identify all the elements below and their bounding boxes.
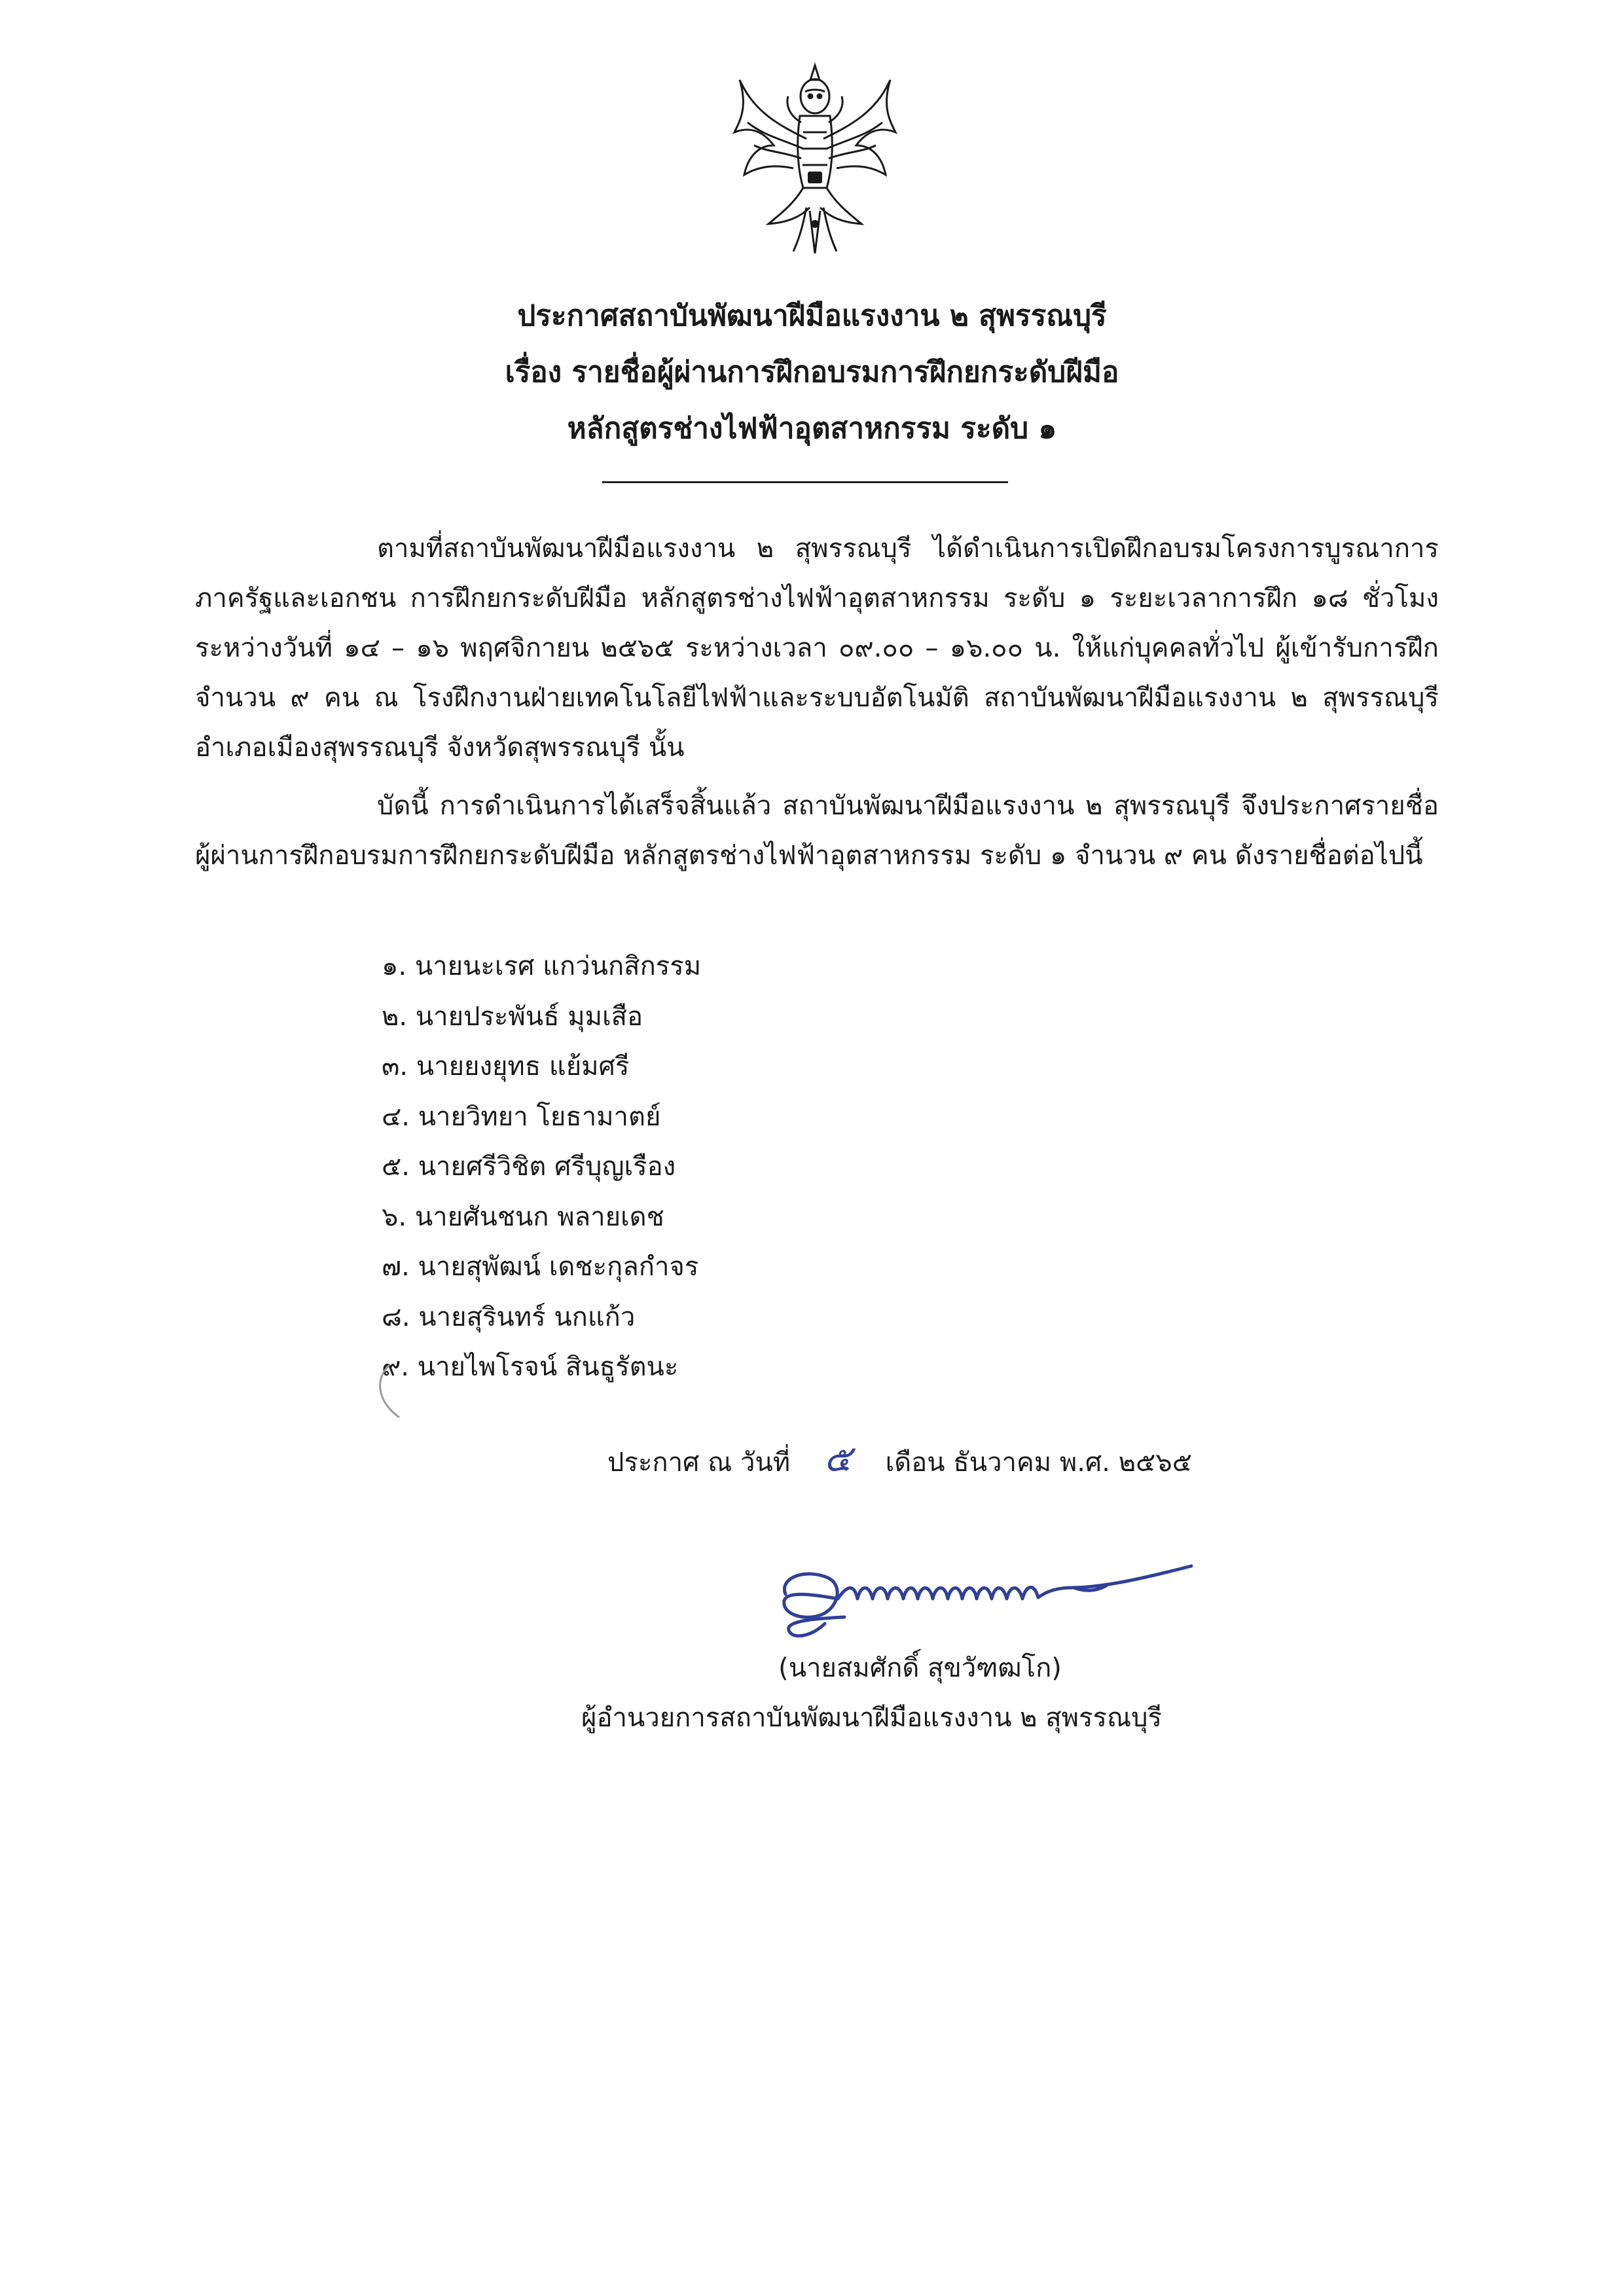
list-item: ๙. นายไพโรจน์ สินธูรัตนะ xyxy=(382,1352,679,1382)
announcement-date xyxy=(607,1438,1192,1487)
list-item: ๘. นายสุรินทร์ นกแก้ว xyxy=(382,1302,636,1332)
list-item: ๗. นายสุพัฒน์ เดชะกุลกำจร xyxy=(382,1252,699,1282)
paragraph-announcement: ตามที่สถาบันพัฒนาฝีมือแรงงาน ๒ สุพรรณบุรี ได้ดำเนินการเปิดฝึกอบรมโครงการบูรณาการภาครัฐและเอกชน การฝึกยกระดับฝีมือ หลักสูตรช่างไฟฟ้าอุตสาหกรรม ระดับ ๑ ระยะเวลาการฝึก ๑๘ ชั่วโมง ระหว่างวันที่ ๑๔ – ๑๖ พฤศจิกายน ๒๕๖๕ ระหว่างเวลา ๐๙.๐๐ – ๑๖.๐๐ น. ให้แก่บุคคลทั่วไป ผู้เข้ารับการฝึก จำนวน ๙ คน ณ โรงฝึกงานฝ่ายเทคโนโลยีไฟฟ้าและระบบอัตโนมัติ สถาบันพัฒนาฝีมือแรงงาน ๒ สุพรรณบุรี อำเภอเมืองสุพรรณบุรี จังหวัดสุพรรณบุรี นั้น xyxy=(195,534,1439,763)
list-item: ๔. นายวิทยา โยธามาตย์ xyxy=(382,1101,661,1132)
date-day-handwritten: ๕ xyxy=(823,1438,852,1480)
title-line-3: หลักสูตรช่างไฟฟ้าอุตสาหกรรม ระดับ ๑ xyxy=(567,412,1057,445)
garuda-emblem-icon xyxy=(728,60,902,257)
list-item: ๑. นายนะเรศ แกว่นกสิกรรม xyxy=(382,951,702,981)
paragraph-completion: บัดนี้ การดำเนินการได้เสร็จสิ้นแล้ว สถาบันพัฒนาฝีมือแรงงาน ๒ สุพรรณบุรี จึงประกาศรายชื่อผู้ผ่านการฝึกอบรมการฝึกยกระดับฝีมือ หลักสูตรช่างไฟฟ้าอุตสาหกรรม ระดับ ๑ จำนวน ๙ คน ดังรายชื่อต่อไปนี้ xyxy=(195,791,1439,871)
title-line-1: ประกาศสถาบันพัฒนาฝีมือแรงงาน ๒ สุพรรณบุรี xyxy=(517,299,1107,333)
signer-title: ผู้อำนวยการสถาบันพัฒนาฝีมือแรงงาน ๒ สุพรรณบุรี xyxy=(581,1703,1162,1733)
list-item: ๖. นายศันชนก พลายเดช xyxy=(382,1201,664,1232)
list-item: ๕. นายศรีวิชิต ศรีบุญเรือง xyxy=(382,1152,676,1182)
date-suffix: เดือน ธันวาคม พ.ศ. ๒๕๖๕ xyxy=(885,1448,1193,1478)
list-item: ๒. นายประพันธ์ มุมเสือ xyxy=(382,1001,643,1032)
trainee-list xyxy=(382,941,701,1393)
pencil-mark-icon xyxy=(370,1362,409,1421)
handwritten-signature-icon xyxy=(766,1558,1211,1650)
title-divider xyxy=(602,481,1008,483)
signer-name: (นายสมศักดิ์ สุขวัฑฒโก) xyxy=(778,1653,1062,1683)
title-line-2: เรื่อง รายชื่อผู้ผ่านการฝึกอบรมการฝึกยกระดับฝีมือ xyxy=(505,355,1119,389)
document-title xyxy=(0,288,1624,457)
date-prefix: ประกาศ ณ วันที่ xyxy=(607,1448,791,1478)
list-item: ๓. นายยงยุทธ แย้มศรี xyxy=(382,1051,630,1082)
